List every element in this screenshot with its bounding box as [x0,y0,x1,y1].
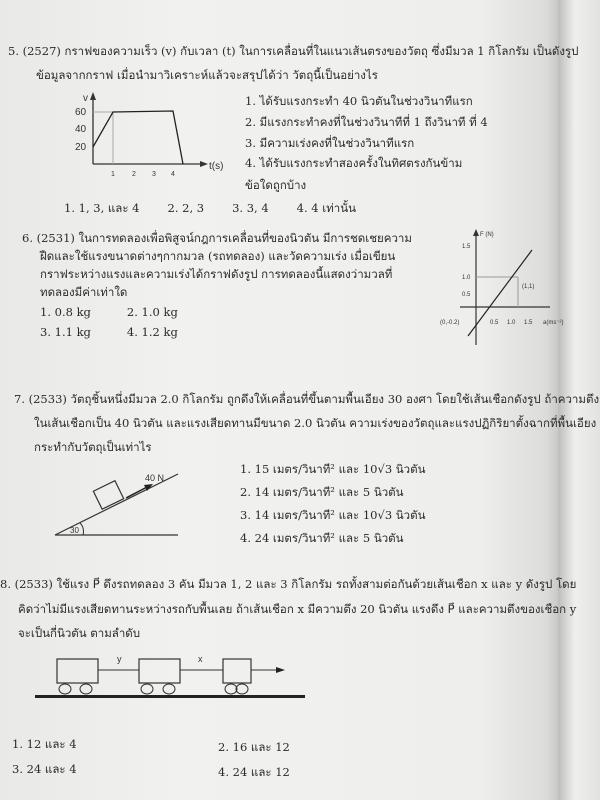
q5-statement: 3. มีความเร่งคงที่ในช่วงวินาทีแรก [245,136,415,150]
q5-line-2: ข้อมูลจากกราฟ เมื่อนำมาวิเคราะห์แล้วจะสรุปได้ว่า วัตถุนี้เป็นอย่างไร [36,68,378,82]
q6-xtick: 0.5 [490,320,499,326]
q5-choice-3[interactable]: 3. 3, 4 [232,201,269,215]
q6-intercept-label: (0,-0.2) [440,320,460,326]
q5-x-label: t(s) [209,161,224,172]
q8-choice-2[interactable]: 2. 16 และ 12 [218,740,290,754]
q8-line: คิดว่าไม่มีแรงเสียดทานระหว่างรถกับพื้นเลย ถ้าเส้นเชือก x มีความตึง 20 นิวตัน แรงดึง P⃗ และความตึงของเชือก y [18,602,577,616]
q6-line: ทดลองมีค่าเท่าใด [40,285,128,299]
q7-inclined-plane-diagram [50,464,180,544]
q5-line-1: 5. (2527) กราฟของความเร็ว (v) กับเวลา (t) ในการเคลื่อนที่ในแนวเส้นตรงของวัตถุ ซึ่งมีมวล 1 กิโลกรัม เป็นดังรูป [8,44,579,58]
q5-statement: 1. ได้รับแรงกระทำ 40 นิวตันในช่วงวินาทีแรก [245,94,473,108]
q8-carts-diagram [35,650,315,710]
q6-xtick: 1.0 [507,320,516,326]
q5-velocity-time-graph [55,90,255,200]
q8-choice-4[interactable]: 4. 24 และ 12 [218,765,290,779]
q6-ytick: 1.5 [462,244,471,250]
q8-rope-x-label: x [198,654,203,664]
q8-choice-1[interactable]: 1. 12 และ 4 [12,737,77,751]
q5-choices [64,200,356,216]
q5-statement: 2. มีแรงกระทำคงที่ในช่วงวินาทีที่ 1 ถึงวินาที ที่ 4 [245,115,488,129]
q6-xtick: 1.5 [524,320,533,326]
q8-rope-y-label: y [117,654,122,664]
q6-choice-1[interactable]: 1. 0.8 kg [40,305,91,319]
q6-ytick: 0.5 [462,292,471,298]
q5-xtick: 4 [171,171,175,178]
q7-line: ในเส้นเชือกเป็น 40 นิวตัน และแรงเสียดทานมีขนาด 2.0 นิวตัน ความเร่งของวัตถุและแรงปฏิกิริยาตั้งฉากที่พื้นเอียง [34,416,597,430]
q6-choice-2[interactable]: 2. 1.0 kg [126,305,178,319]
q6-y-label: F (N) [480,232,494,238]
q7-force-label: 40 N [145,473,165,483]
q7-angle-label: 30 [70,526,79,535]
q6-line: 6. (2531) ในการทดลองเพื่อพิสูจน์กฎการเคลื่อนที่ของนิวตัน มีการชดเชยความ [22,231,412,245]
q7-line: กระทำกับวัตถุเป็นเท่าไร [34,440,152,454]
q5-ytick: 40 [75,124,87,135]
q5-choice-1[interactable]: 1. 1, 3, และ 4 [64,201,140,215]
q7-choice-3[interactable]: 3. 14 เมตร/วินาที² และ 10√3 นิวตัน [240,508,426,522]
q6-ytick: 1.0 [462,275,471,281]
q5-xtick: 1 [111,171,115,178]
q5-prompt: ข้อใดถูกบ้าง [245,178,307,192]
q7-choice-1[interactable]: 1. 15 เมตร/วินาที² และ 10√3 นิวตัน [240,462,426,476]
q6-force-acceleration-graph [440,228,600,358]
q7-choice-4[interactable]: 4. 24 เมตร/วินาที² และ 5 นิวตัน [240,531,404,545]
q6-choices [22,304,422,340]
q6-line: กราฟระหว่างแรงและความเร่งได้กราฟดังรูป การทดลองนี้แสดงว่ามวลที่ [40,267,393,281]
q5-xtick: 3 [152,171,156,178]
q7-line: 7. (2533) วัตถุชิ้นหนึ่งมีมวล 2.0 กิโลกรัม ถูกดึงให้เคลื่อนที่ขึ้นตามพื้นเอียง 30 องศา โดยใช้เส้นเชือกดังรูป ถ้าความตึง [14,392,600,406]
q5-y-label: v [83,93,88,104]
q6-choice-3[interactable]: 3. 1.1 kg [40,325,91,339]
q6-choice-4[interactable]: 4. 1.2 kg [126,325,178,339]
q5-ytick: 20 [75,142,87,153]
q6-x-label: a(ms⁻²) [543,320,564,326]
q8-line: 8. (2533) ใช้แรง P⃗ ดึงรถทดลอง 3 คัน มีมวล 1, 2 และ 3 กิโลกรัม รถทั้งสามต่อกันด้วยเส้นเชือก x และ y ดังรูป โดย [0,577,577,591]
q7-choice-2[interactable]: 2. 14 เมตร/วินาที² และ 5 นิวตัน [240,485,404,499]
q5-xtick: 2 [132,171,136,178]
q6-line: ฝืดและใช้แรงขนาดต่างๆกากมวล (รถทดลอง) และวัดความเร่ง เมื่อเขียน [40,249,396,263]
q5-statement: 4. ได้รับแรงกระทำสองครั้งในทิศตรงกันข้าม [245,156,463,170]
q5-choice-2[interactable]: 2. 2, 3 [167,201,205,215]
q5-choice-4[interactable]: 4. 4 เท่านั้น [296,201,356,215]
q6-point-label: (1,1) [522,284,535,290]
q8-choice-3[interactable]: 3. 24 และ 4 [12,762,77,776]
q6-text-block [22,230,422,340]
q5-ytick: 60 [75,107,87,118]
q8-line: จะเป็นกี่นิวตัน ตามลำดับ [18,626,141,640]
